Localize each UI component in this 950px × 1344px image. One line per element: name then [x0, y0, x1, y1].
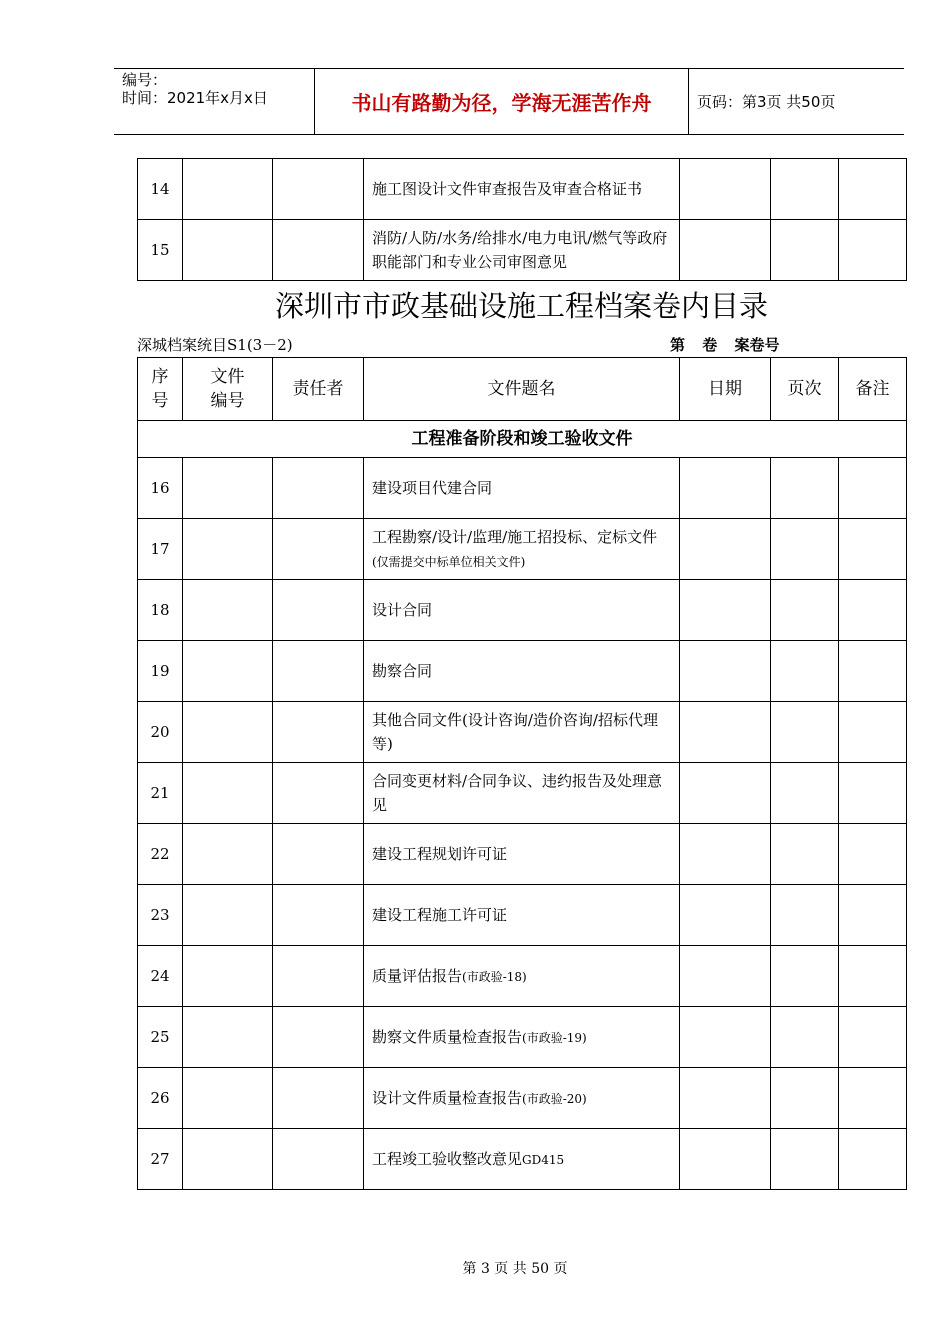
row-number: 22	[138, 824, 183, 885]
row-responsible	[273, 763, 364, 824]
row-pages	[771, 946, 839, 1007]
table-row	[138, 824, 907, 885]
row-doc-no	[183, 1129, 273, 1190]
serial-label: 编号：	[122, 71, 168, 89]
row-doc-no	[183, 458, 273, 519]
row-number: 23	[138, 885, 183, 946]
col-header-no: 序号	[138, 358, 183, 421]
row-remarks	[839, 885, 907, 946]
col-header-date: 日期	[680, 358, 771, 421]
row-title-text: 合同变更材料/合同争议、违约报告及处理意见	[372, 772, 663, 814]
table-row	[138, 702, 907, 763]
volume-number: 第 卷 案卷号	[670, 336, 780, 354]
row-doc-no	[183, 885, 273, 946]
page-footer: 第 3 页 共 50 页	[462, 1261, 568, 1277]
row-number: 17	[138, 519, 183, 580]
row-date	[680, 763, 771, 824]
row-remarks	[839, 1007, 907, 1068]
row-pages	[771, 763, 839, 824]
page-title: 深圳市市政基础设施工程档案卷内目录	[274, 289, 768, 323]
row-pages	[771, 641, 839, 702]
row-date	[680, 1007, 771, 1068]
table-row	[138, 763, 907, 824]
row-responsible	[273, 641, 364, 702]
row-doc-no	[183, 946, 273, 1007]
row-title	[364, 946, 680, 1007]
row-pages	[771, 1068, 839, 1129]
row-remarks	[839, 1129, 907, 1190]
row-remarks	[839, 824, 907, 885]
row-responsible	[273, 458, 364, 519]
row-date	[680, 458, 771, 519]
row-number: 15	[138, 220, 183, 281]
row-number: 24	[138, 946, 183, 1007]
row-title-text: 质量评估报告	[372, 966, 463, 985]
row-title-text: 建设工程规划许可证	[372, 845, 508, 863]
continuation-table	[137, 158, 907, 281]
table-row	[138, 220, 907, 281]
row-responsible	[273, 702, 364, 763]
row-remarks	[839, 702, 907, 763]
table-row	[138, 1129, 907, 1190]
row-date	[680, 1068, 771, 1129]
row-remarks	[839, 1068, 907, 1129]
row-title: 施工图设计文件审查报告及审查合格证书	[364, 159, 680, 220]
row-doc-no	[183, 702, 273, 763]
row-doc-no	[183, 824, 273, 885]
row-number: 18	[138, 580, 183, 641]
row-number: 20	[138, 702, 183, 763]
row-title	[364, 702, 680, 763]
row-doc-no	[183, 763, 273, 824]
row-number: 25	[138, 1007, 183, 1068]
row-responsible	[273, 946, 364, 1007]
row-responsible	[273, 1068, 364, 1129]
row-title-text: 建设工程施工许可证	[372, 906, 508, 924]
row-responsible	[273, 885, 364, 946]
row-title-note: (市政验-20)	[522, 1091, 587, 1106]
row-title	[364, 824, 680, 885]
row-remarks	[839, 458, 907, 519]
row-pages	[771, 580, 839, 641]
catalog-table	[137, 357, 907, 1190]
row-pages	[771, 824, 839, 885]
row-pages	[771, 519, 839, 580]
table-row	[138, 1007, 907, 1068]
row-responsible	[273, 1007, 364, 1068]
table-header-row	[138, 358, 907, 421]
row-date	[680, 946, 771, 1007]
row-responsible	[273, 580, 364, 641]
category-row	[138, 421, 907, 458]
row-title-note: (市政验-19)	[522, 1030, 587, 1045]
row-title	[364, 580, 680, 641]
row-title-text: 工程竣工验收整改意见	[372, 1149, 523, 1168]
row-pages	[771, 702, 839, 763]
row-doc-no	[183, 580, 273, 641]
row-number: 14	[138, 159, 183, 220]
table-row	[138, 458, 907, 519]
col-header-doc-no: 文件编号	[183, 358, 273, 421]
row-title-note: (市政验-18)	[462, 969, 527, 984]
row-date	[680, 702, 771, 763]
row-title-text: 工程勘察/设计/监理/施工招投标、定标文件	[372, 527, 658, 546]
row-remarks	[839, 763, 907, 824]
row-date	[680, 519, 771, 580]
catalog-code: 深城档案统目S1(3－2)	[137, 336, 293, 354]
row-date	[680, 580, 771, 641]
table-row	[138, 580, 907, 641]
category-label: 工程准备阶段和竣工验收文件	[138, 421, 907, 458]
row-doc-no	[183, 519, 273, 580]
row-responsible	[273, 824, 364, 885]
row-doc-no	[183, 641, 273, 702]
col-header-title: 文件题名	[364, 358, 680, 421]
row-remarks	[839, 519, 907, 580]
row-number: 21	[138, 763, 183, 824]
row-date	[680, 641, 771, 702]
row-number: 16	[138, 458, 183, 519]
row-title-text: 勘察文件质量检查报告	[372, 1027, 523, 1046]
row-title-note: GD415	[522, 1152, 565, 1167]
table-row	[138, 519, 907, 580]
row-title	[364, 641, 680, 702]
row-number: 19	[138, 641, 183, 702]
row-doc-no	[183, 1068, 273, 1129]
row-title	[364, 519, 680, 580]
table-row	[138, 885, 907, 946]
table-row	[138, 159, 907, 220]
row-responsible	[273, 519, 364, 580]
row-title-text: 设计文件质量检查报告	[372, 1088, 523, 1107]
row-title-note: (仅需提交中标单位相关文件)	[372, 554, 526, 569]
page-header	[114, 68, 904, 135]
row-title-text: 其他合同文件(设计咨询/造价咨询/招标代理等)	[372, 711, 658, 753]
col-header-remarks: 备注	[839, 358, 907, 421]
row-title	[364, 1007, 680, 1068]
row-title	[364, 1068, 680, 1129]
row-title-text: 建设项目代建合同	[372, 479, 493, 497]
row-title-text: 勘察合同	[372, 662, 433, 680]
row-date	[680, 824, 771, 885]
table-row	[138, 1068, 907, 1129]
row-title-text: 设计合同	[372, 601, 433, 619]
row-number: 27	[138, 1129, 183, 1190]
row-title	[364, 1129, 680, 1190]
row-remarks	[839, 580, 907, 641]
row-pages	[771, 1007, 839, 1068]
row-pages	[771, 1129, 839, 1190]
header-page-info: 页码：第3页 共50页	[697, 93, 836, 111]
row-title	[364, 885, 680, 946]
row-title: 消防/人防/水务/给排水/电力电讯/燃气等政府职能部门和专业公司审图意见	[364, 220, 680, 281]
row-responsible	[273, 1129, 364, 1190]
row-remarks	[839, 641, 907, 702]
table-row	[138, 946, 907, 1007]
row-number: 26	[138, 1068, 183, 1129]
row-title	[364, 763, 680, 824]
row-date	[680, 885, 771, 946]
row-doc-no	[183, 1007, 273, 1068]
time-label: 时间：2021年x月x日	[122, 89, 268, 107]
row-remarks	[839, 946, 907, 1007]
row-title	[364, 458, 680, 519]
col-header-pages: 页次	[771, 358, 839, 421]
row-pages	[771, 458, 839, 519]
table-row	[138, 641, 907, 702]
col-header-responsible: 责任者	[273, 358, 364, 421]
row-pages	[771, 885, 839, 946]
header-meta	[114, 69, 315, 134]
header-motto: 书山有路勤为径，学海无涯苦作舟	[315, 69, 689, 134]
row-date	[680, 1129, 771, 1190]
